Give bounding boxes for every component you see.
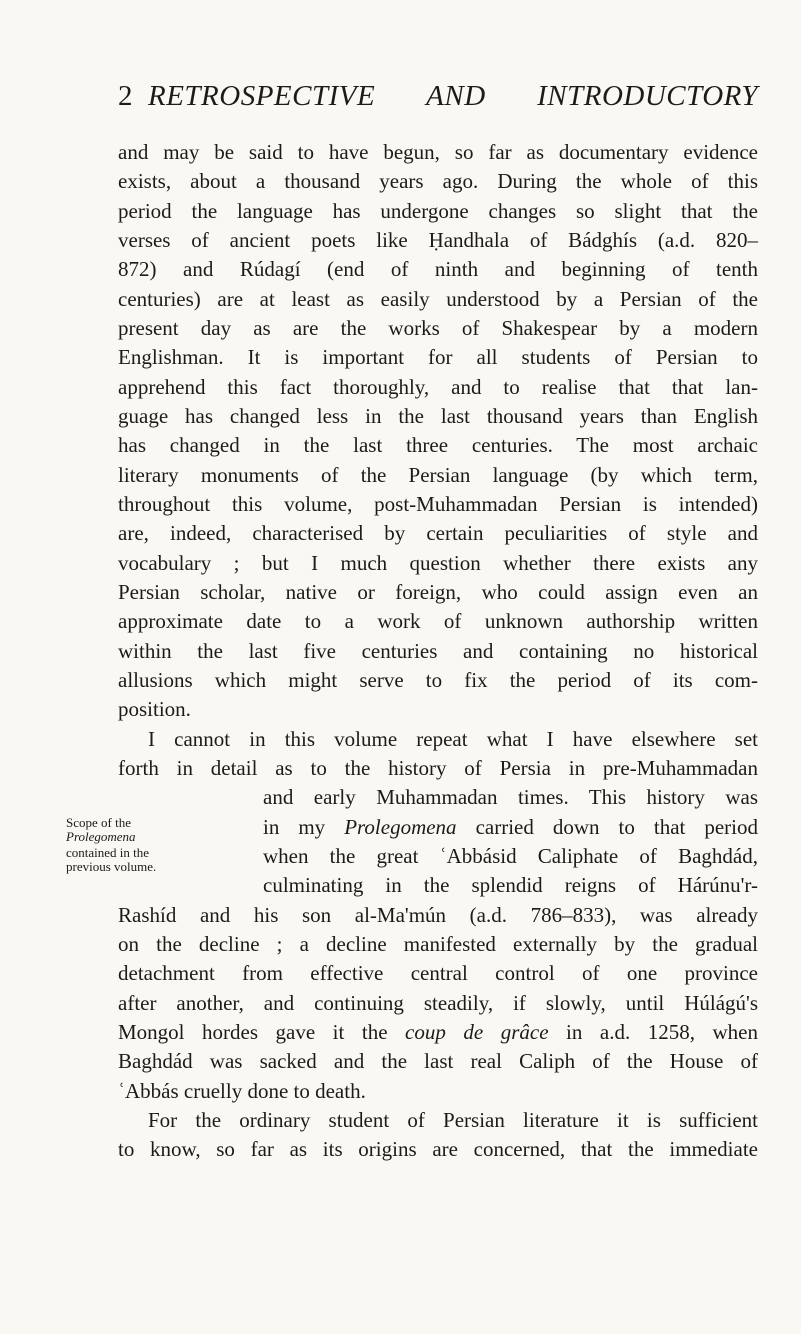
text-line: period the language has undergone changes so slight that the bbox=[118, 199, 758, 223]
text-line: has changed in the last three centuries. The most archaic bbox=[118, 433, 758, 457]
running-head: RETROSPECTIVE AND INTRODUCTORY bbox=[148, 80, 758, 112]
text-line: apprehend this fact thoroughly, and to realise that that lan- bbox=[118, 375, 758, 399]
italic-phrase: coup de grâce bbox=[405, 1020, 549, 1044]
text-line: and may be said to have begun, so far as documentary evidence bbox=[118, 140, 758, 164]
text-line: after another, and continuing steadily, if slowly, until Húlágú's bbox=[118, 991, 758, 1015]
text-line: literary monuments of the Persian language (by which term, bbox=[118, 463, 758, 487]
text-line: within the last five centuries and containing no historical bbox=[118, 639, 758, 663]
text-line: centuries) are at least as easily understood by a Persian of the bbox=[118, 287, 758, 311]
text-line: vocabulary ; but I much question whether there exists any bbox=[118, 551, 758, 575]
page-header bbox=[118, 76, 758, 116]
paragraph-start: For the ordinary student of Persian literature it is sufficient bbox=[148, 1108, 758, 1132]
margin-note-line: Prolegomena bbox=[66, 829, 136, 844]
text-line: culminating in the splendid reigns of Hárúnu'r- bbox=[263, 873, 758, 897]
text-line: on the decline ; a decline manifested externally by the gradual bbox=[118, 932, 758, 956]
text-line: and early Muhammadan times. This history was bbox=[263, 785, 758, 809]
text-line: to know, so far as its origins are concerned, that the immediate bbox=[118, 1137, 758, 1161]
text-line: Persian scholar, native or foreign, who could assign even an bbox=[118, 580, 758, 604]
text-line: Mongol hordes gave it the coup de grâce in a.d. 1258, when bbox=[118, 1020, 758, 1044]
text-line: exists, about a thousand years ago. During the whole of this bbox=[118, 169, 758, 193]
margin-note-line: Scope of the bbox=[66, 815, 131, 830]
text-line: in my Prolegomena carried down to that period bbox=[263, 815, 759, 839]
italic-title: Prolegomena bbox=[344, 815, 457, 839]
text-line: 872) and Rúdagí (end of ninth and beginning of tenth bbox=[118, 257, 758, 281]
text-line: allusions which might serve to fix the period of its com- bbox=[118, 668, 758, 692]
text-line: verses of ancient poets like Ḥandhala of Bádghís (a.d. 820– bbox=[118, 228, 758, 252]
text-line: Englishman. It is important for all students of Persian to bbox=[118, 345, 758, 369]
text-line: when the great ʿAbbásid Caliphate of Baghdád, bbox=[263, 844, 758, 868]
text-line: present day as are the works of Shakespear by a modern bbox=[118, 316, 758, 340]
text-line: detachment from effective central control of one province bbox=[118, 961, 758, 985]
margin-note-line: contained in the bbox=[66, 845, 150, 860]
text-line: Baghdád was sacked and the last real Caliph of the House of bbox=[118, 1049, 758, 1073]
text-line: approximate date to a work of unknown authorship written bbox=[118, 609, 758, 633]
text-line: guage has changed less in the last thousand years than English bbox=[118, 404, 758, 428]
text-line: position. bbox=[118, 697, 191, 721]
text-line: Rashíd and his son al-Ma'mún (a.d. 786–833), was already bbox=[118, 903, 758, 927]
text-line: forth in detail as to the history of Persia in pre-Muhammadan bbox=[118, 756, 758, 780]
paragraph-start: I cannot in this volume repeat what I have elsewhere set bbox=[148, 727, 758, 751]
text-line: are, indeed, characterised by certain peculiarities of style and bbox=[118, 521, 758, 545]
text-line: throughout this volume, post-Muhammadan Persian is intended) bbox=[118, 492, 758, 516]
text-line: ʿAbbás cruelly done to death. bbox=[118, 1079, 366, 1103]
margin-note-line: previous volume. bbox=[66, 859, 157, 874]
page-number: 2 bbox=[118, 80, 133, 112]
